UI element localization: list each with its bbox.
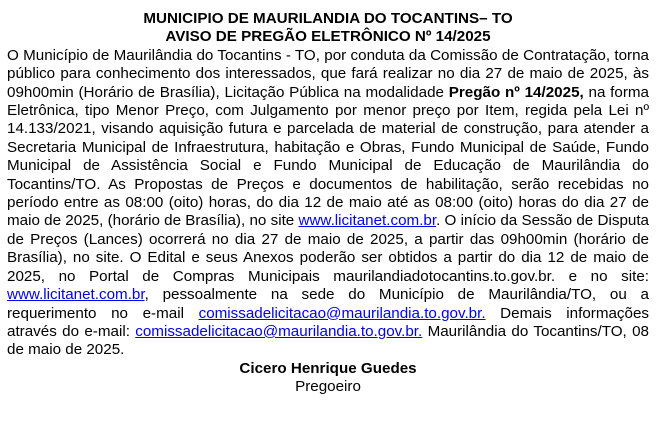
body-text-4: , pessoalmente na sede do Município de Maurilândia/TO, ou a requerimento no e-mail — [7, 286, 649, 322]
body-text-5: Demais informações através do e-mail: — [7, 304, 649, 340]
municipality-title: MUNICIPIO DE MAURILANDIA DO TOCANTINS– TO — [143, 10, 513, 27]
body-text-1: O Município de Maurilândia do Tocantins - TO, por conduta da Comissão de Contratação, torna público para conhecimento dos interessados, que fará realizar no dia 27 de maio de 2025, às 09h00min (Horário de Brasília), Licitação Pública na modalidade — [7, 46, 649, 101]
body-text-2: na forma Eletrônica, tipo Menor Preço, com Julgamento por menor preço por Item, regida pela Lei nº 14.133/2021, visando aquisição futura e parcelada de material de construção, para atender a Secretaria Municipal de Infraestrutura, habitação e Obras, Fundo Municipal de Saúde, Fundo Municipal de Assistência Social e Fundo Municipal de Educação de Maurilândia do Tocantins/TO. As Propostas de Preços e documentos de habilitação, serão recebidas no período entre as 08:00 (oito) horas, do dia 12 de maio até as 08:00 (oito) horas do dia 27 de maio de 2025, (horário de Brasília), no site — [7, 83, 649, 230]
body-text-6: Maurilândia do Tocantins/TO, 08 de maio de 2025. — [7, 322, 649, 359]
notice-body — [7, 47, 649, 360]
signatory-role: Pregoeiro — [295, 378, 361, 396]
modality-bold: Pregão nº 14/2025, — [448, 83, 584, 101]
email-link-2[interactable]: comissadelicitacao@maurilandia.to.gov.br. — [135, 322, 423, 340]
body-text-3: . O início da Sessão de Disputa de Preços (Lances) ocorrerá no dia 27 de maio de 2025, a partir das 09h00min (horário de Brasília), no site. O Edital e seus Anexos poderão ser obtidos a partir do dia 12 de maio de 2025, no Portal de Compras Municipais maurilandiadotocantins.to.gov.br. e no site: — [7, 212, 650, 285]
licitanet-link-2[interactable]: www.licitanet.com.br — [7, 286, 145, 304]
email-link-1[interactable]: comissadelicitacao@maurilandia.to.gov.br. — [198, 304, 486, 322]
signatory-name: Cicero Henrique Guedes — [239, 359, 417, 377]
licitanet-link-1[interactable]: www.licitanet.com.br — [298, 212, 437, 230]
notice-title: AVISO DE PREGÃO ELETRÔNICO Nº 14/2025 — [165, 28, 491, 46]
